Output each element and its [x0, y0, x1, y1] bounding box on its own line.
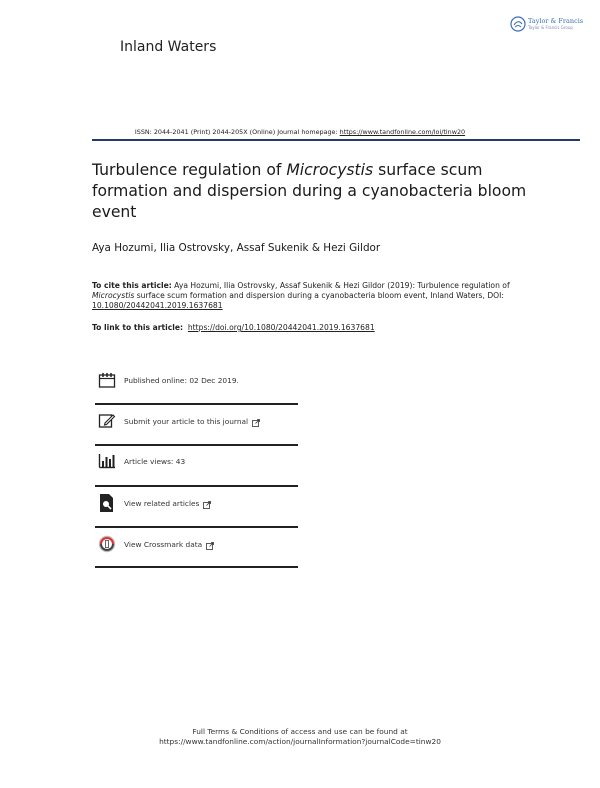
article-views-row — [97, 451, 185, 471]
related-articles-link[interactable]: View related articles — [124, 498, 200, 508]
published-online-label: Published online: 02 Dec 2019. — [124, 375, 239, 385]
published-online-row — [97, 370, 239, 390]
crossmark-icon — [97, 534, 117, 554]
link-line — [92, 323, 375, 332]
row-divider — [95, 566, 298, 568]
article-views-label: Article views: 43 — [124, 456, 186, 466]
issn-line — [0, 128, 600, 136]
crossmark-link[interactable]: View Crossmark data — [124, 539, 203, 549]
submit-article-link[interactable]: Submit your article to this journal — [124, 416, 249, 426]
external-link-icon — [206, 535, 214, 554]
row-divider — [95, 485, 298, 487]
cite-label: To cite this article: — [92, 281, 172, 290]
edit-icon — [97, 411, 117, 431]
article-link[interactable]: https://doi.org/10.1080/20442041.2019.1637681 — [187, 323, 375, 332]
footer — [0, 727, 600, 747]
authors: Aya Hozumi, Ilia Ostrovsky, Assaf Sukenik & Hezi Gildor — [92, 242, 381, 254]
citation-block: To cite this article: Aya Hozumi, Ilia Ostrovsky, Assaf Sukenik & Hezi Gildor (2019): Turbulence regulation of Microcystis surface scum formation and dispersion during a cyanobacteria bloom event, Inland Waters, DOI: 10.1080/20442041.2019.1637681 — [92, 281, 510, 311]
article-title: Turbulence regulation of Microcystis surface scum formation and dispersion during a cyanobacteria bloom event — [92, 161, 527, 221]
publisher-logo-group: Taylor & Francis Group — [528, 24, 573, 30]
related-articles-row[interactable] — [97, 493, 211, 513]
title-genus: Microcystis — [286, 161, 374, 179]
issn-text: ISSN: 2044-2041 (Print) 2044-205X (Online) Journal homepage: — [134, 128, 340, 136]
link-label: To link to this article: — [92, 323, 184, 332]
crossmark-row[interactable] — [97, 534, 214, 554]
row-divider — [95, 403, 298, 405]
footer-terms: Full Terms & Conditions of access and use can be found at — [192, 727, 408, 736]
publisher-logo-name: Taylor & Francis — [528, 17, 584, 26]
journal-name: Inland Waters — [120, 39, 217, 55]
header-rule — [92, 139, 580, 141]
external-link-icon — [203, 494, 211, 513]
submit-article-row[interactable] — [97, 411, 260, 431]
row-divider — [95, 526, 298, 528]
calendar-icon — [97, 370, 117, 390]
publisher-logo-icon — [510, 16, 526, 32]
bar-chart-icon — [97, 451, 117, 471]
publisher-logo[interactable] — [510, 16, 583, 32]
doi-link[interactable]: 10.1080/20442041.2019.1637681 — [92, 301, 223, 311]
external-link-icon — [252, 412, 260, 431]
row-divider — [95, 444, 298, 446]
document-search-icon — [97, 493, 117, 513]
journal-homepage-link[interactable]: https://www.tandfonline.com/loi/tinw20 — [339, 128, 466, 136]
footer-url[interactable]: https://www.tandfonline.com/action/journalInformation?journalCode=tinw20 — [159, 737, 441, 746]
